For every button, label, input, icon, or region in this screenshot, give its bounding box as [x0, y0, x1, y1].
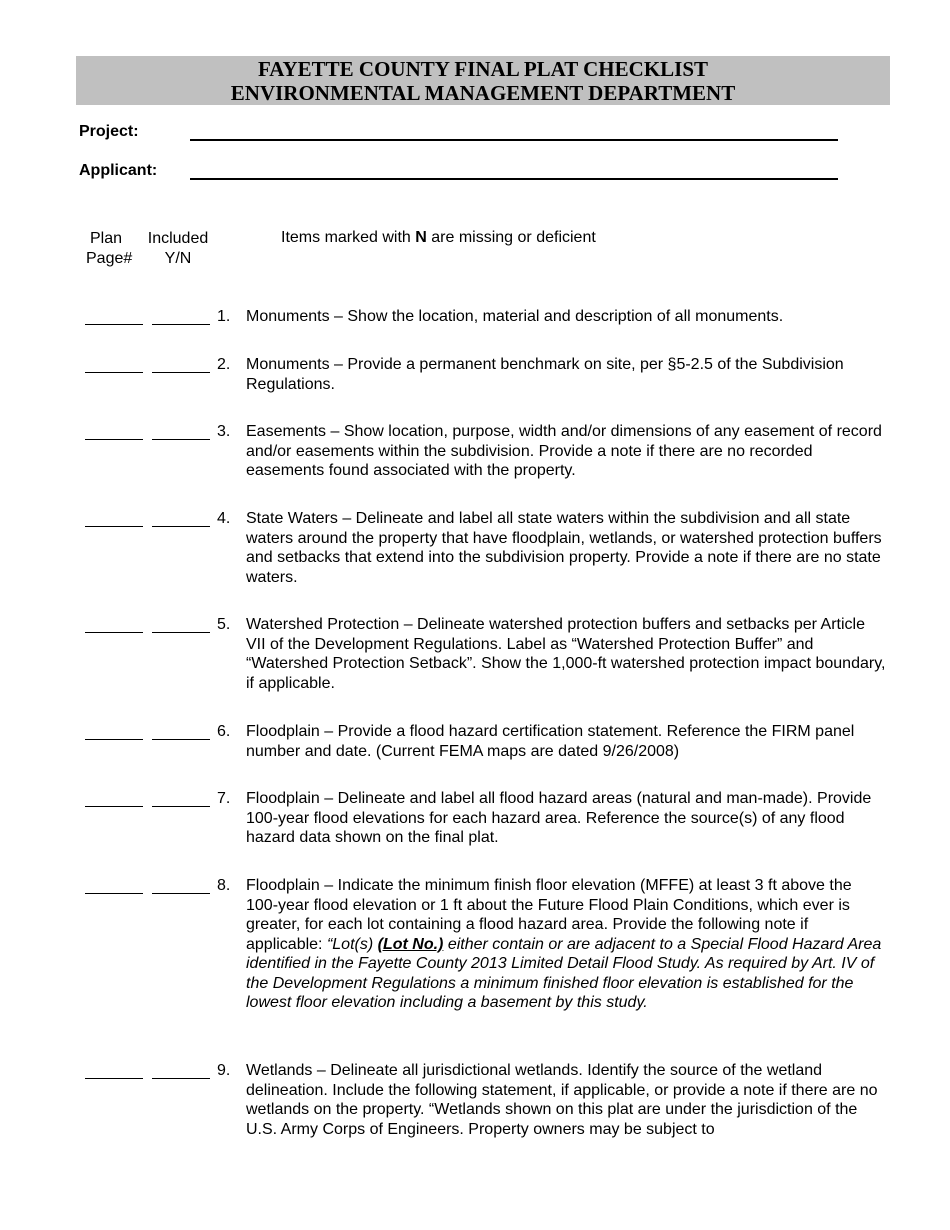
item-text: [246, 876, 886, 1013]
plan-page-blank[interactable]: [85, 372, 143, 373]
quoted-note-start: “Lot(s): [326, 935, 378, 953]
note-prefix: Items marked with: [281, 229, 416, 246]
included-blank[interactable]: [152, 526, 210, 527]
included-blank[interactable]: [152, 324, 210, 325]
item-number: 8.: [217, 877, 231, 894]
item-number: 4.: [217, 510, 231, 527]
item-text: Watershed Protection – Delineate watershed protection buffers and setbacks per Article VII of the Development Regulations. Label as “Watershed Protection Buffer” and “Watershed Protection Setback”. Show the 1,000-ft watershed protection impact boundary, if applicable.: [246, 616, 886, 692]
included-blank[interactable]: [152, 806, 210, 807]
included-header-line1: Included: [147, 230, 209, 247]
header-title: FAYETTE COUNTY FINAL PLAT CHECKLIST: [257, 57, 709, 81]
document-header: [76, 56, 890, 105]
plan-page-blank[interactable]: [85, 439, 143, 440]
item-text: State Waters – Delineate and label all state waters within the subdivision and all state waters around the property that have floodplain, wetlands, or watershed protection buffers and setbacks that extend into the subdivision property. Provide a note if there are no state waters.: [246, 510, 882, 586]
included-blank[interactable]: [152, 632, 210, 633]
included-header-line2: Y/N: [164, 250, 192, 267]
lot-number-placeholder: (Lot No.): [377, 935, 444, 953]
included-blank[interactable]: [152, 1078, 210, 1079]
item-text: Floodplain – Delineate and label all flood hazard areas (natural and man-made). Provide 100-year flood elevations for each hazard area. Reference the source(s) of any flood hazard data shown on the final plat.: [246, 790, 872, 846]
item-number: 9.: [217, 1062, 231, 1079]
note-suffix: are missing or deficient: [426, 229, 596, 246]
plan-page-blank[interactable]: [85, 324, 143, 325]
included-column-header: [143, 229, 213, 269]
included-blank[interactable]: [152, 439, 210, 440]
item-number: 7.: [217, 790, 231, 807]
included-blank[interactable]: [152, 372, 210, 373]
project-label: Project:: [79, 123, 139, 140]
item-number: 3.: [217, 423, 231, 440]
header-department: ENVIRONMENTAL MANAGEMENT DEPARTMENT: [230, 81, 736, 105]
plan-header-line1: Plan: [89, 230, 123, 247]
item-text-plain: Floodplain – Indicate the minimum finish floor elevation (MFFE) at least 3 ft above the 100-year flood elevation or 1 ft about the Future Flood Plain Conditions, which ever is greater, for each lot containing a flood hazard area. Provide the following note if applicable:: [246, 877, 852, 953]
item-text: Monuments – Show the location, material and description of all monuments.: [246, 308, 784, 325]
item-number: 2.: [217, 356, 231, 373]
plan-page-blank[interactable]: [85, 526, 143, 527]
plan-page-column-header: [86, 229, 133, 269]
legend-note: [281, 229, 596, 247]
item-text: Wetlands – Delineate all jurisdictional wetlands. Identify the source of the wetland delineation. Include the following statement, if applicable, or provide a note if there are no wetlands on the property. “Wetlands shown on this plat are under the jurisdiction of the U.S. Army Corps of Engineers. Property owners may be subject to: [246, 1062, 878, 1138]
plan-header-line2: Page#: [86, 250, 133, 267]
applicant-label: Applicant:: [79, 162, 158, 179]
applicant-field[interactable]: [190, 178, 838, 180]
item-number: 6.: [217, 723, 231, 740]
item-text: Floodplain – Provide a flood hazard certification statement. Reference the FIRM panel number and date. (Current FEMA maps are dated 9/26/2008): [246, 723, 855, 760]
included-blank[interactable]: [152, 893, 210, 894]
plan-page-blank[interactable]: [85, 1078, 143, 1079]
item-number: 1.: [217, 308, 231, 325]
plan-page-blank[interactable]: [85, 739, 143, 740]
quoted-note-rest: either contain or are adjacent to a Special Flood Hazard Area identified in the Fayette County 2013 Limited Detail Flood Study. As required by Art. IV of the Development Regulations a minimum finished floor elevation is established for the lowest floor elevation including a basement by this study.: [246, 935, 882, 1011]
plan-page-blank[interactable]: [85, 893, 143, 894]
plan-page-blank[interactable]: [85, 806, 143, 807]
project-field[interactable]: [190, 139, 838, 141]
item-text: Easements – Show location, purpose, width and/or dimensions of any easement of record and/or easements within the subdivision. Provide a note if there are no recorded easements found associated with the property.: [246, 423, 882, 479]
item-number: 5.: [217, 616, 231, 633]
plan-page-blank[interactable]: [85, 632, 143, 633]
included-blank[interactable]: [152, 739, 210, 740]
item-text: Monuments – Provide a permanent benchmark on site, per §5-2.5 of the Subdivision Regulations.: [246, 356, 844, 393]
note-bold: N: [415, 229, 427, 246]
